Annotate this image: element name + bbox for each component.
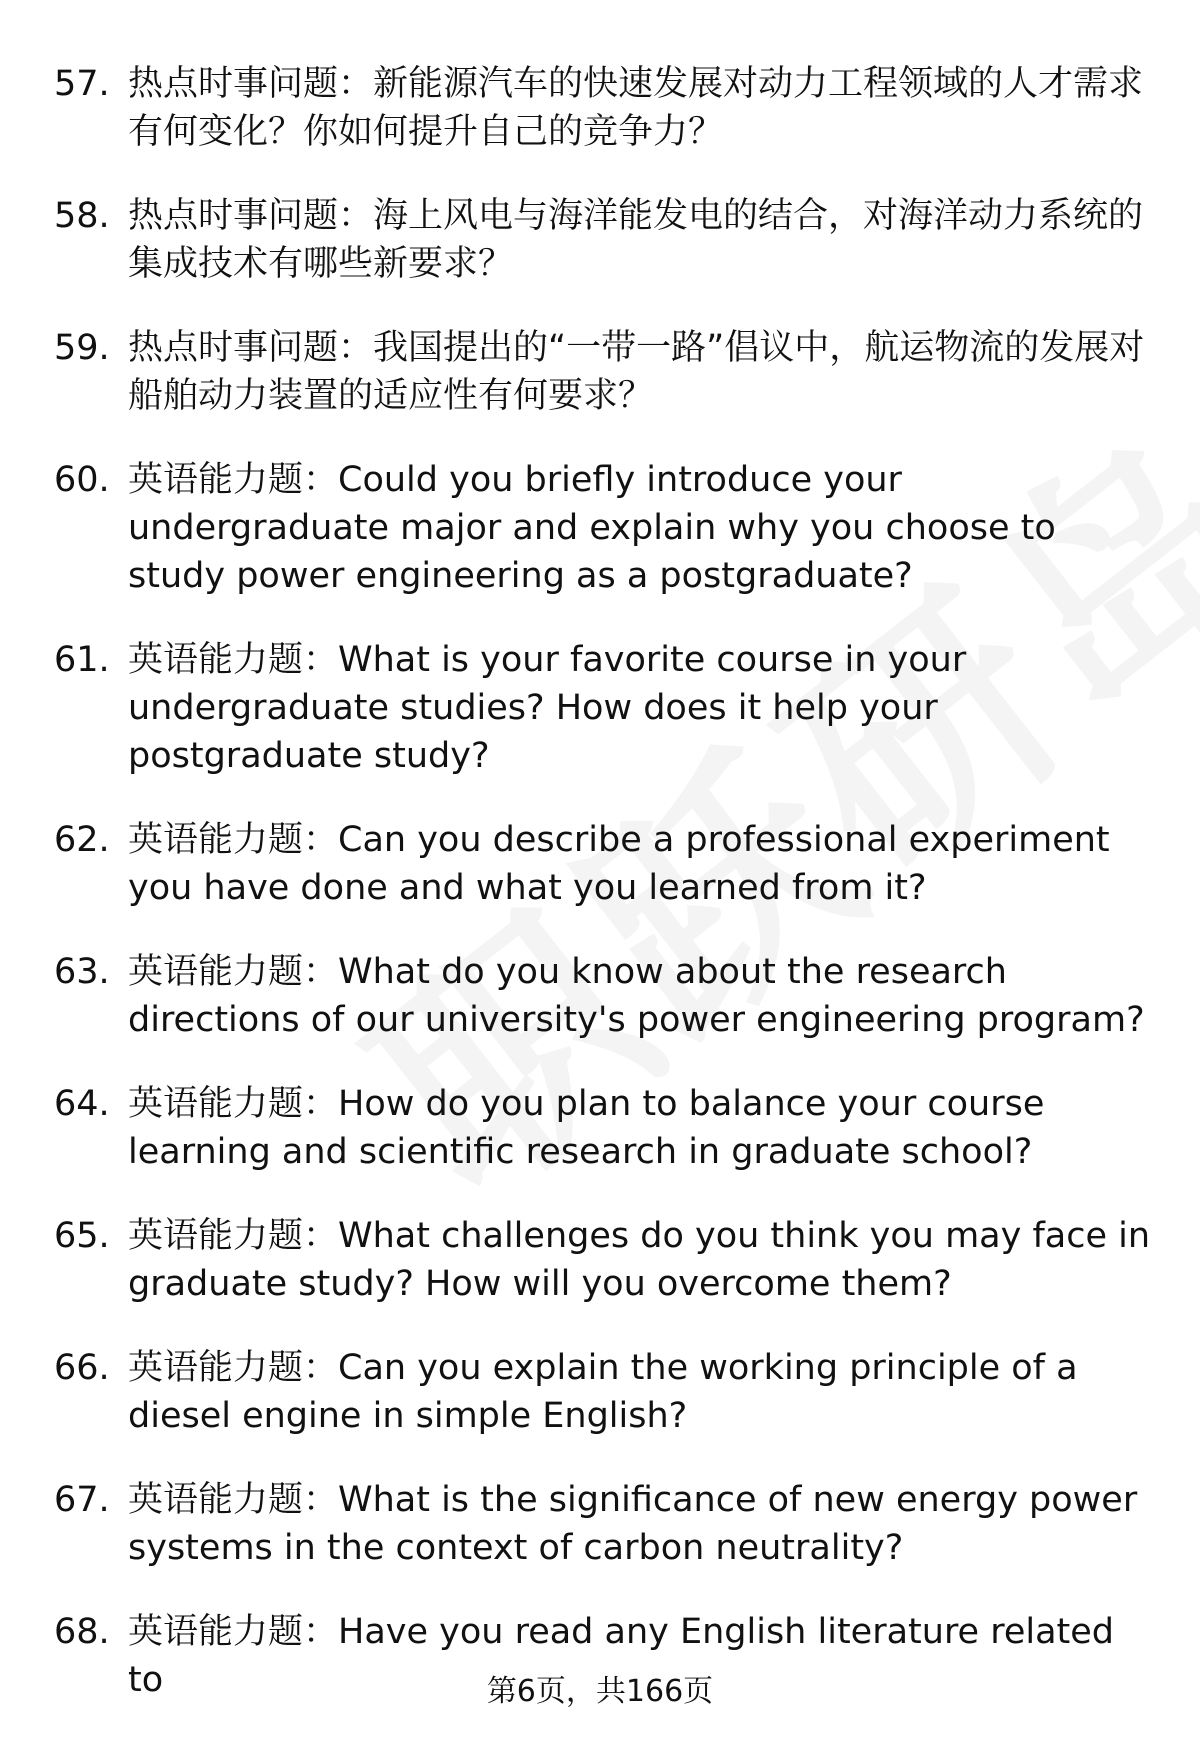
question-number: 60. [54, 460, 110, 500]
question-number: 66. [54, 1348, 110, 1388]
question-number: 64. [54, 1084, 110, 1124]
question-text: 英语能力题：Could you briefly introduce your undergraduate major and explain why you choose to study power engineering as a postgraduate? [128, 460, 1056, 596]
question-item-67 [0, 1476, 1200, 1572]
question-item-58 [0, 192, 1200, 288]
question-text: 英语能力题：What challenges do you think you may face in graduate study? How will you overcome them? [128, 1216, 1151, 1304]
question-text: 热点时事问题：海上风电与海洋能发电的结合，对海洋动力系统的集成技术有哪些新要求？ [128, 196, 1144, 284]
page-number-label: 第6页，共166页 [486, 1674, 714, 1709]
question-number: 57. [54, 64, 110, 104]
question-item-63 [0, 948, 1200, 1044]
question-text: 热点时事问题：我国提出的“一带一路”倡议中，航运物流的发展对船舶动力装置的适应性有何要求？ [128, 328, 1145, 416]
question-text: 热点时事问题：新能源汽车的快速发展对动力工程领域的人才需求有何变化？你如何提升自己的竞争力？ [128, 64, 1144, 152]
question-number: 61. [54, 640, 110, 680]
question-item-66 [0, 1344, 1200, 1440]
question-text: 英语能力题：What do you know about the research directions of our university's power engineering program? [128, 952, 1145, 1040]
question-number: 67. [54, 1480, 110, 1520]
question-item-62 [0, 816, 1200, 912]
question-list [0, 60, 1200, 1740]
question-item-59 [0, 324, 1200, 420]
question-text: 英语能力题：How do you plan to balance your course learning and scientific research in graduate school? [128, 1084, 1045, 1172]
question-text: 英语能力题：What is the significance of new energy power systems in the context of carbon neutrality? [128, 1480, 1138, 1568]
page-footer [0, 1672, 1200, 1712]
question-number: 68. [54, 1612, 110, 1652]
question-item-60 [0, 456, 1200, 600]
question-item-61 [0, 636, 1200, 780]
question-number: 62. [54, 820, 110, 860]
question-item-65 [0, 1212, 1200, 1308]
question-text: 英语能力题：What is your favorite course in your undergraduate studies? How does it help your postgraduate study? [128, 640, 967, 776]
question-number: 63. [54, 952, 110, 992]
question-text: 英语能力题：Can you describe a professional experiment you have done and what you learned from it? [128, 820, 1110, 908]
question-number: 65. [54, 1216, 110, 1256]
question-number: 58. [54, 196, 110, 236]
question-item-64 [0, 1080, 1200, 1176]
question-text: 英语能力题：Have you read any English literature related to [128, 1612, 1115, 1700]
question-item-57 [0, 60, 1200, 156]
question-text: 英语能力题：Can you explain the working principle of a diesel engine in simple English? [128, 1348, 1078, 1436]
question-number: 59. [54, 328, 110, 368]
